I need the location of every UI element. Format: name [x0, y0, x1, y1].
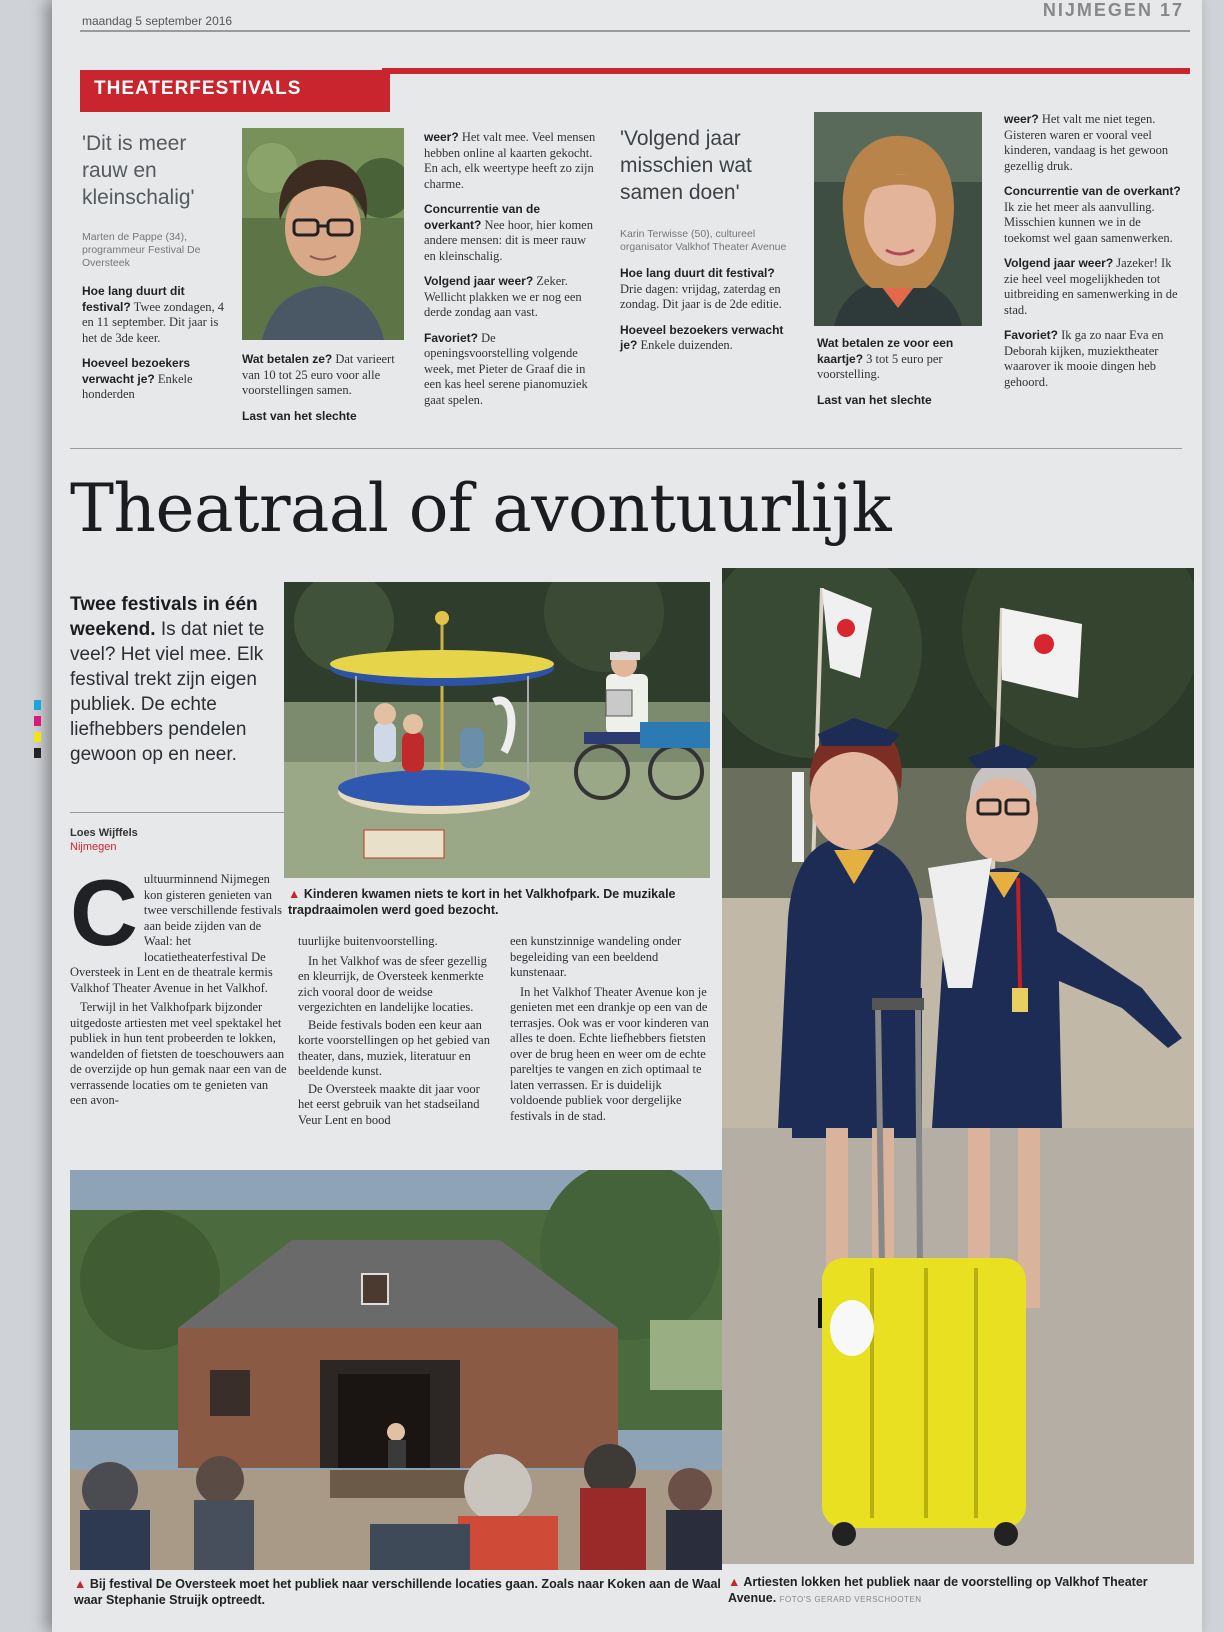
interview1-qa-right: weer? Het valt mee. Veel mensen hebben online al kaarten gekocht. En ach, elk weertype heeft zo zijn charme. Concurrentie van de overkant? Nee hoor, hier komen andere mensen: dit is meer rauw en kleinschalig. Volgend jaar weer? Zeker. Wellicht plakken we er nog een derde zondag aan vast. Favoriet? De openingsvoorstelling volgende week, met Pieter de Graaf die in een kas heel serene pianomuziek gaat spelen. [424, 130, 596, 407]
header-rule [80, 30, 1190, 32]
section-name: NIJMEGEN [1042, 0, 1153, 20]
section-tag: THEATERFESTIVALS [80, 70, 390, 112]
portrait-photo-woman [814, 112, 982, 326]
article-body-col1: C ultuurminnend Nijmegen kon gisteren genieten van twee verschillende festivals aan beide zijden van de Waal: het locatietheaterfestival De Oversteek in Lent en de theatrale kermis Valkhof Theater Avenue in het Valkhof. Terwijl in het Valkhofpark bijzonder uitgedoste artiesten met veel spektakel het publiek in hun tent probeerden te lokken, wandelden of fietsten de toeschouwers aan de overzijde op hun gemak naar een van de verrassende locaties om te genieten van een avon- [70, 860, 287, 1107]
page-header [1043, 0, 1184, 21]
section-divider [70, 448, 1182, 449]
dateline: maandag 5 september 2016 [82, 14, 233, 28]
interview2-qa-left: Hoe lang duurt dit festival? Drie dagen: vrijdag, zaterdag en zondag. Dit jaar is de 2de editie. Hoeveel bezoekers verwacht je? Enkele duizenden. [620, 266, 784, 352]
interview1-left [82, 130, 232, 413]
caption-triangle-icon-3: ▲ [728, 1575, 741, 1589]
interview1-quote: 'Dit is meer rauw en kleinschalig' [82, 132, 195, 209]
interview1-qa-left: Hoe lang duurt dit festival? Twee zondagen, 4 en 11 september. Dit jaar is het de 3de keer. Hoeveel bezoekers verwacht je? Enkele honderden [82, 284, 224, 401]
newspaper-page [52, 0, 1202, 1632]
interview2-qa-right: weer? Het valt me niet tegen. Gisteren waren er vooral veel kinderen, vandaag is het gewoon gezellig druk. Concurrentie van de overkant? Ik zie het meer als aanvulling. Misschien kunnen we in de toekomst wel gaan samenwerken. Volgend jaar weer? Jazeker! Ik zie heel veel mogelijkheden tot uitbreiding en samenwerking in de stad. Favoriet? Ik ga zo naar Eva en Deborah kijken, muziektheater waarover ik mooie dingen heb gehoord. [1004, 112, 1181, 389]
carousel-photo [284, 582, 710, 878]
print-color-marks [34, 700, 41, 764]
caption-triangle-icon: ▲ [288, 887, 301, 901]
section-rule [382, 68, 1190, 74]
caption-triangle-icon-2: ▲ [74, 1577, 87, 1591]
page-number: 17 [1159, 0, 1184, 20]
caption-carousel: ▲ Kinderen kwamen niets te kort in het Valkhofpark. De muzikale trapdraaimolen werd goed bezocht. [288, 887, 676, 917]
article-body-col3: een kunstzinnige wandeling onder begeleiding van een beeldend kunstenaar. In het Valkhof Theater Avenue kon je genieten met een drankje op een van de terrasjes. Ook was er voor kinderen van alles te doen. Echte liefhebbers fietsten over de brug heen en weer om de echte pareltjes te vangen en zich optimaal te laten verrassen. Er is duidelijk voldoende publiek voor dergelijke festivals in de stad. [510, 934, 709, 1123]
author-name: Loes Wijffels [70, 827, 138, 839]
photo-credit: FOTO'S GERARD VERSCHOOTEN [779, 1595, 922, 1604]
interview1-byline: Marten de Pappe (34), programmeur Festival De Oversteek [82, 231, 201, 269]
intro-divider [70, 812, 288, 813]
interview2-byline: Karin Terwisse (50), cultureel organisator Valkhof Theater Avenue [620, 228, 787, 253]
interview1-qa-under-photo: Wat betalen ze? Dat varieert van 10 tot 25 euro voor alle voorstellingen samen. Last van het slechte [242, 352, 395, 423]
intro-rest: Is dat niet te veel? Het viel mee. Elk festival trekt zijn eigen publiek. De echte liefhebbers pendelen gewoon op en neer. [70, 619, 265, 765]
dropcap: C [70, 860, 138, 965]
article-intro [70, 592, 288, 767]
caption-stewardesses: ▲ Artiesten lokken het publiek naar de voorstelling op Valkhof Theater Avenue. FOTO'S GERARD VERSCHOOTEN [728, 1575, 1148, 1605]
article-body-col2: tuurlijke buitenvoorstelling. In het Valkhof was de sfeer gezellig en kleurrijk, de Oversteek kenmerkte zich vooral door de weidse vergezichten en landelijke locaties. Beide festivals boden een keur aan korte voorstellingen op het gebied van theater, dans, muziek, literatuur en beeldende kunst. De Oversteek maakte dit jaar voor het eerst gebruik van het stadseiland Veur Lent en bood [298, 934, 490, 1127]
headline: Theatraal of avontuurlijk [70, 470, 892, 547]
author-location: Nijmegen [70, 841, 117, 853]
stewardesses-photo [722, 568, 1194, 1564]
author-credit [70, 826, 138, 854]
interview2-qa-under-photo: Wat betalen ze voor een kaartje? 3 tot 5 euro per voorstelling. Last van het slechte [817, 336, 954, 407]
barn-photo [70, 1170, 722, 1570]
interview2-quote: 'Volgend jaar misschien wat samen doen' [620, 127, 752, 204]
intro-bold: Twee festivals in één weekend. [70, 594, 258, 640]
caption-barn: ▲ Bij festival De Oversteek moet het publiek naar verschillende locaties gaan. Zoals naar Koken aan de Waal waar Stephanie Struijk optreedt. [74, 1577, 721, 1607]
interview2-left [620, 125, 790, 364]
portrait-photo-man [242, 128, 404, 340]
